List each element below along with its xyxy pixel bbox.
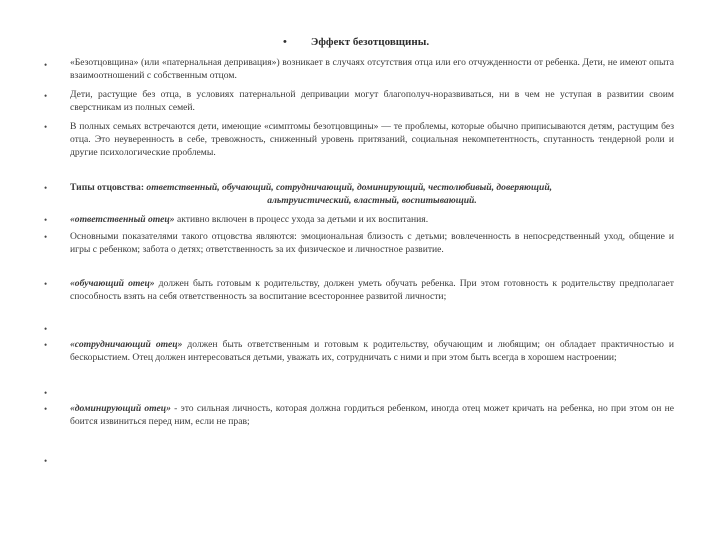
slide-title: Эффект безотцовщины. (310, 36, 430, 48)
paragraph-teaching-father (70, 277, 674, 303)
bullet-10: • (44, 388, 48, 398)
term-dominating-father: «доминирующий отец» (70, 403, 171, 414)
bullet-12: • (44, 456, 48, 466)
responsible-father-text: активно включен в процесс ухода за детьми и их воспитания. (176, 214, 429, 225)
fatherhood-types-label: Типы отцовства: (70, 182, 145, 193)
term-responsible-father: «ответственный отец» (70, 214, 175, 225)
bullet-11: • (44, 404, 48, 414)
paragraph-indicators: Основными показателями такого отцовства являются: эмоциональная близость с детьми; вовлеченность в непосредственный уход, общение и игры с ребенком; забота о детях; ответственность за их физическое и личностное развитие. (70, 231, 674, 256)
title-bullet: • (283, 36, 287, 48)
fatherhood-types-list-2: альтруистический, властный, воспитывающий. (267, 195, 477, 207)
paragraph-fatherless-development: Дети, растущие без отца, в условиях патернальной депривации могут благополуч-норазвиваться, ни в чем не уступая в развитии своим сверстникам из полных семей. (70, 89, 674, 114)
paragraph-responsible-father (70, 213, 674, 226)
bullet-1: • (44, 60, 48, 70)
paragraph-fatherhood-types (70, 181, 674, 207)
term-teaching-father: «обучающий отец» (70, 278, 155, 289)
bullet-7: • (44, 279, 48, 289)
slide-title-row (283, 36, 429, 48)
bullet-5: • (44, 215, 48, 225)
bullet-3: • (44, 122, 48, 132)
paragraph-dominating-father (70, 402, 674, 428)
fatherhood-types-list-1: ответственный, обучающий, сотрудничающий, доминирующий, честолюбивый, доверяющий, (146, 182, 553, 193)
bullet-6: • (44, 232, 48, 242)
term-cooperating-father: «сотрудничающий отец» (70, 339, 183, 350)
paragraph-cooperating-father (70, 338, 674, 364)
bullet-8: • (44, 324, 48, 334)
bullet-4: • (44, 183, 48, 193)
teaching-father-text: должен быть готовым к родительству, должен уметь обучать ребенка. При этом готовность к родительству предполагает способность взять на себя ответственность за воспитание всестороннее развитой личности; (70, 278, 674, 303)
paragraph-symptoms: В полных семьях встречаются дети, имеющие «симптомы безотцовщины» — те проблемы, которые обычно приписываются детям, растущим без отца. Это неуверенность в себе, тревожность, сниженный уровень притязаний, социальная некомпетентность, спутанность тендерной роли и другие психологические проблемы. (70, 121, 674, 159)
cooperating-father-text: должен быть ответственным и готовым к родительству, обучающим и любящим; он обладает практичностью и бескорыстием. Отец должен интересоваться детьми, уважать их, сотрудничать с ними и при этом быть всегда в хорошем настроении; (70, 339, 674, 364)
paragraph-fatherlessness-definition: «Безотцовщина» (или «патернальная депривация») возникает в случаях отсутствия отца или его отчужденности от ребенка. Дети, не имеют опыта взаимоотношений с собственным отцом. (70, 57, 674, 82)
bullet-2: • (44, 91, 48, 101)
bullet-9: • (44, 340, 48, 350)
dominating-father-text: - это сильная личность, которая должна гордиться ребенком, иногда отец может кричать на ребенка, но при этом он не боится извиниться перед ним, если не прав; (70, 403, 674, 428)
